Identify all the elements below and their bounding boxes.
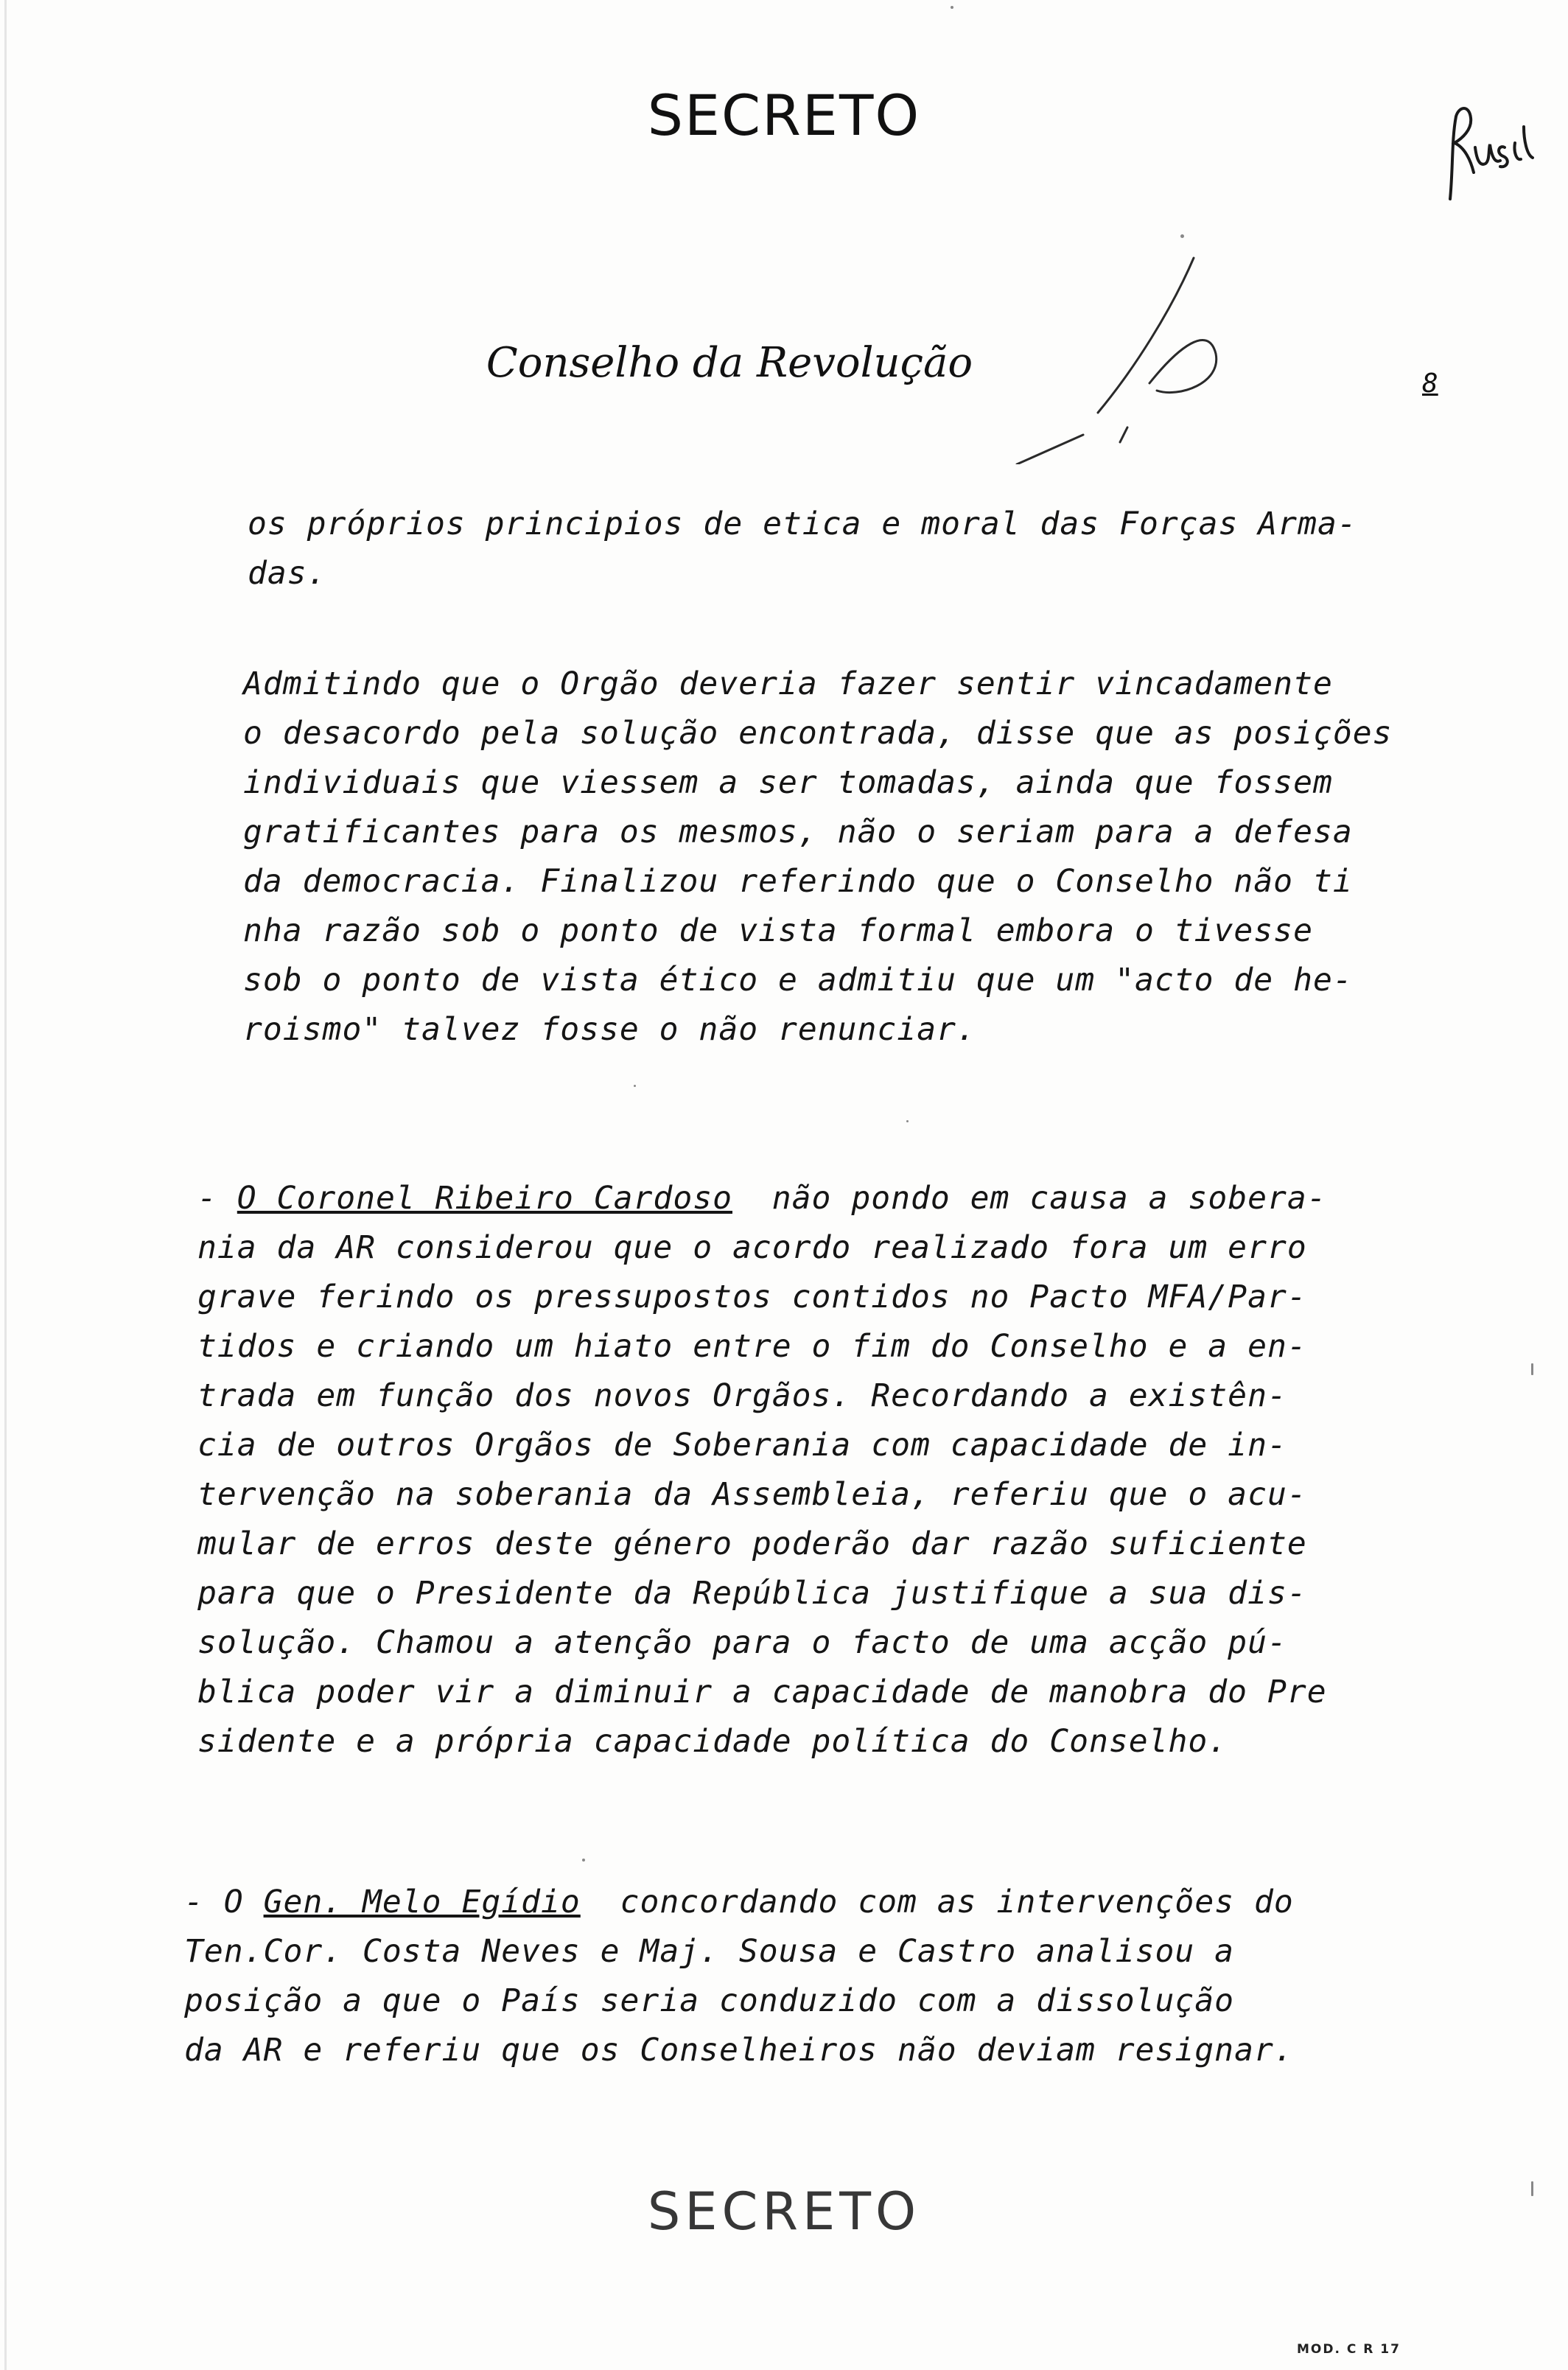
- classification-stamp-top: SECRETO: [647, 83, 921, 148]
- text-line: blica poder vir a diminuir a capacidade de manobra do Pre: [197, 1674, 1327, 1710]
- text-line: das.: [248, 555, 327, 592]
- letterhead-title: Conselho da Revolução: [486, 339, 973, 387]
- text-line: sob o ponto de vista ético e admitiu que um "acto de he-: [243, 962, 1353, 999]
- text-line: gratificantes para os mesmos, não o seriam para a defesa: [243, 814, 1353, 850]
- scan-speck: [582, 1859, 585, 1862]
- text-line: o desacordo pela solução encontrada, disse que as posições: [243, 715, 1393, 752]
- text-line: sidente e a própria capacidade política do Conselho.: [197, 1723, 1228, 1760]
- text-line: individuais que viessem a ser tomadas, ainda que fossem: [243, 764, 1333, 801]
- form-code: MOD. C R 17: [1297, 2342, 1401, 2357]
- text-fragment: concordando com as intervenções do: [580, 1884, 1294, 1920]
- text-line: roismo" talvez fosse o não renunciar.: [243, 1011, 976, 1048]
- text-line: Ten.Cor. Costa Neves e Maj. Sousa e Castro analisou a: [184, 1933, 1235, 1970]
- speaker-name: Gen. Melo Egídio: [263, 1884, 581, 1920]
- text-line: posição a que o País seria conduzido com a dissolução: [184, 1982, 1235, 2019]
- text-fragment: O: [223, 1884, 264, 1920]
- text-line: mular de erros deste género poderão dar razão suficiente: [197, 1525, 1307, 1562]
- text-line: tidos e criando um hiato entre o fim do Conselho e a en-: [197, 1328, 1307, 1365]
- text-line: para que o Presidente da República justifique a sua dis-: [197, 1575, 1307, 1612]
- text-line: trada em função dos novos Orgãos. Recordando a existên-: [197, 1377, 1287, 1414]
- text-line: da AR e referiu que os Conselheiros não deviam resignar.: [184, 2032, 1294, 2069]
- text-line: [184, 1878, 1294, 1927]
- scan-speck: [1531, 2181, 1533, 2196]
- text-line: Admitindo que o Orgão deveria fazer sentir vincadamente: [243, 665, 1333, 702]
- text-line: [197, 1174, 1327, 1223]
- text-fragment: não pondo em causa a sobera-: [732, 1180, 1327, 1217]
- scan-speck: [1180, 234, 1184, 238]
- paragraph-melo-egidio: [184, 1878, 1294, 2075]
- scan-speck: [906, 1120, 909, 1122]
- speaker-name: O Coronel Ribeiro Cardoso: [237, 1180, 732, 1217]
- page-number: 8: [1422, 368, 1438, 399]
- scan-speck: [634, 1085, 636, 1087]
- text-line: nha razão sob o ponto de vista formal embora o tivesse: [243, 912, 1313, 949]
- handwritten-rubric: [1437, 96, 1540, 206]
- text-line: tervenção na soberania da Assembleia, referiu que o acu-: [197, 1476, 1307, 1513]
- text-line: nia da AR considerou que o acordo realizado fora um erro: [197, 1229, 1307, 1266]
- classification-stamp-bottom: SECRETO: [647, 2181, 921, 2242]
- paragraph-admitindo: [243, 660, 1393, 1055]
- text-line: solução. Chamou a atenção para o facto de uma acção pú-: [197, 1624, 1287, 1661]
- list-dash: -: [197, 1180, 237, 1217]
- scan-speck: [951, 6, 953, 9]
- paragraph-ribeiro-cardoso: [197, 1174, 1327, 1766]
- list-dash: -: [184, 1884, 224, 1920]
- text-line: da democracia. Finalizou referindo que o Conselho não ti: [243, 863, 1353, 900]
- scan-speck: [1531, 1363, 1533, 1375]
- text-line: cia de outros Orgãos de Soberania com capacidade de in-: [197, 1427, 1287, 1464]
- text-line: grave ferindo os pressupostos contidos no Pacto MFA/Par-: [197, 1279, 1307, 1315]
- text-line: os próprios principios de etica e moral das Forças Arma-: [248, 506, 1357, 542]
- paragraph-ethics: [248, 500, 1357, 598]
